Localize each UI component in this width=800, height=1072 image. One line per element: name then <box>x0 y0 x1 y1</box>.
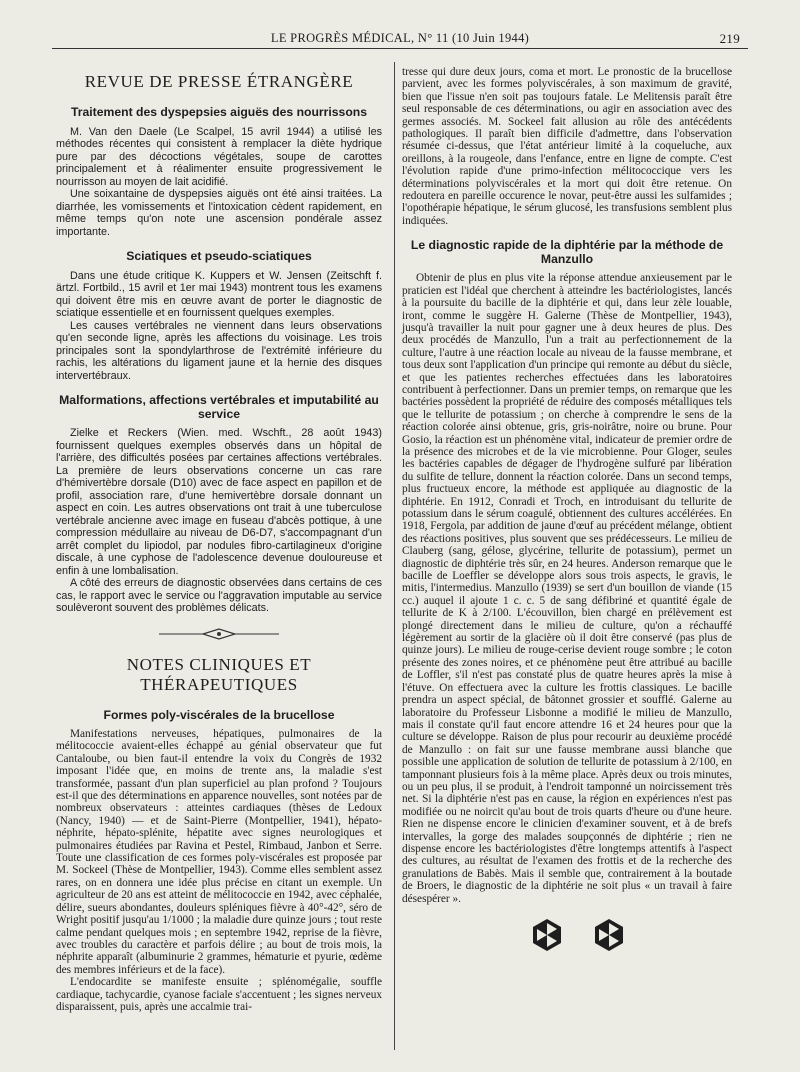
paragraph: Les causes vertébrales ne viennent dans leurs observations qu'en seconde ligne, après les affections du voisinage. Les trois principales sont la spondylarthrose de l'extrémité inférieure du rachis, les altérations du ligament jaune et la hernie des disques intervertébraux. <box>56 319 382 382</box>
article-title-brucellose: Formes poly-viscérales de la brucellose <box>103 707 335 722</box>
paragraph: Zielke et Reckers (Wien. med. Wschft., 28 août 1943) fournissent quelques exemples observés dans un hôpital de l'arrière, des difficultés posées par certaines affections vertébrales. La première de leurs observations concerne un cas rare d'hémivertèbre dorsale (D10) avec de face aspect en papillon et de profil, association rare, d'une hemivertèbre dorsale donnant un aspect en coin. Les autres observations ont trait à une tuberculose vertébrale ancienne avec image en fuseau d'abcès pottique, à une compression médullaire au niveau de D6-D7, s'accompagnant d'un arrêt complet du lipiodol, par nodules fibro-cartilagineux d'origine discale, à une cyphose de l'adolescence devenue douloureuse et enfin à une lombalisation. <box>56 427 382 577</box>
hexagon-publisher-mark-icon <box>530 918 564 952</box>
article-body-diphterie <box>402 272 732 905</box>
publisher-marks <box>530 918 650 954</box>
article-title-diphterie: Le diagnostic rapide de la diphtérie par la méthode de Manzullo <box>410 238 724 266</box>
article-body-brucellose <box>56 728 382 1013</box>
left-column <box>56 66 382 1056</box>
hexagon-publisher-mark-icon <box>592 918 626 952</box>
paragraph: A côté des erreurs de diagnostic observées dans certains de ces cas, le rapport avec le service ou l'aggravation imputable au service soulèveront souvent des problèmes délicats. <box>56 577 382 614</box>
running-header <box>52 27 748 49</box>
paragraph: M. Van den Daele (Le Scalpel, 15 avril 1944) a utilisé les méthodes récentes qui consistent à remplacer la diète hydrique pure par des décoctions végétales, soupe de carottes principalement et à réalimenter ensuite progressivement le nourrisson au moyen de lait acidifié. <box>56 125 382 188</box>
article-body-sciatiques <box>56 270 382 383</box>
rubric-notes-cliniques: NOTES CLINIQUES ET THÉRAPEUTIQUES <box>126 654 312 694</box>
article-body-malformations <box>56 427 382 615</box>
article-title-dyspepsies: Traitement des dyspepsies aiguës des nourrissons <box>71 105 367 119</box>
article-title-malformations: Malformations, affections vertébrales et imputabilité au service <box>59 393 379 421</box>
paragraph: Obtenir de plus en plus vite la réponse attendue anxieusement par le praticien est l'idéal que cherchent à atteindre les bactériologistes, lancés à la poursuite du bacille de la diphtérie et qui, dans leur zèle louable, iront, comme le suggère H. Galerne (Thèse de Montpellier, 1943), jusqu'à travailler la nuit pour gagner une à deux heures de plus. Des deux procédés de Manzullo, l'un a trait au perfectionnement de la culture, l'autre à une réaction locale au niveau de la fausse membrane, et tous deux sont l'application d'un principe qui remonte au début du siècle, et que les patientes recherches effectuées dans les laboratoires contribuent à perfectionner. Dans un premier temps, on remarque que les bactéries possèdent la propriété de réduire des composés métalliques tels que le tellurite de potassium ; on cherche à comprendre le sens de la réaction colorée ainsi obtenue, gris, gris-noirâtre, noire ou brune. Pour Gosio, la réaction est un phénomène vital, indicateur de premier ordre de la présence des microbes et de la vie microbienne. Pour Gloger, seules les bactéries capables de dégager de l'hydrogène sulfuré par libération du sulfite de tellure, donnent la réaction colorée. Dans un second temps, plus fructueux encore, la méthode est appliquée au diagnostic de la diphtérie. En 1912, Conradi et Troch, en introduisant du tellurite de potassium dans le sérum coagulé, obtiennent des cultures accélérées. En 1918, Fergola, par addition de jaune d'œuf au précédent mélange, obtient des réactions positives, plus souvent que ses prédécesseurs. Le milieu de Clauberg (sang, gélose, glycérine, tellurite de potassium), permet un diagnostic de diphtérie très sûr, en 24 heures. Anderson remarque que le bacille de Loeffler se développe alors sous trois aspects, le gravis, le mitis, l'intermedius. Manzullo (1939) se sert d'un bouillon de viande (15 cc.) auquel il ajoute 1 c. c. 5 de sang défibriné et quantité égale de tellurite de K à 2/100. L'écouvillon, bien chargé en prélèvement est plongé directement dans le milieu de culture, qu'on a réchauffé légèrement au sortir de la glacière où il doit être conservé (pas plus de quinze jours). Le milieu de rouge-cerise devient rouge sombre ; le coton présente des zones noires, et ce phénomène peut être attribué au bacille de Loffler, s'il n'est pas constaté plus de quatre heures après la mise à l'étuve. On effectuera avec la culture les frottis classiques. Le bacille prendra un aspect spécial, de bâtonnet grossier et soufflé. Galerne au laboratoire du Professeur Lisbonne a modifié le milieu de Manzullo, mais il constate qu'il faut encore attendre 16 et 24 heures pour que la culture se développe. Raison de plus pour recourir au deuxième procédé de Manzullo : on fait sur une fausse membrane aussi blanche que possible une application de solution de tellurite de potassium à 2/100, en tamponnant plusieurs fois à la même place. Après deux ou trois minutes, ou un peu plus, il se produit, à l'endroit tamponné un noircissement très net. Si la diphtérie n'est pas en cause, la région en expériences n'est pas modifiée ou ne noircit qu'au bout de trois quarts d'heure ou d'une heure. Rien ne dispense encore le clinicien d'examiner souvent, et à de brefs intervalles, la gorge des malades soupçonnés de diphtérie ; rien ne dispense encore les bactériologistes d'être longtemps attentifs à l'aspect des cultures, au résultat de l'examen des frottis et de la recherche des granulations de Babès. Mais il semble que, contrairement à la boutade de Broers, le diagnostic de la diphtérie ne soit plus « un travail à faire désespérer ». <box>402 272 732 905</box>
page-number: 219 <box>719 31 740 46</box>
journal-title: LE PROGRÈS MÉDICAL, N° 11 (10 Juin 1944) <box>270 31 530 45</box>
paragraph: Dans une étude critique K. Kuppers et W. Jensen (Zeitschft f. ärtzl. Fortbild., 15 avril et 1er mai 1943) montrent tous les examens qui doivent être mis en œuvre avant de porter le diagnostic de sciatique essentielle et en fournissent quelques exemples. <box>56 269 382 319</box>
paragraph: L'endocardite se manifeste ensuite ; splénomégalie, souffle cardiaque, tachycardie, cyanose faciale s'accentuent ; les signes nerveux disparaissent, puis, après une accalmie trai- <box>56 976 382 1013</box>
header-rule <box>52 48 748 49</box>
ornament-divider-icon <box>56 627 382 641</box>
paragraph: Manifestations nerveuses, hépatiques, pulmonaires de la mélitococcie avaient-elles échappé au génial observateur que fut Cantaloube, ou bien faut-il entendre la voix du Congrès de 1932 imposant l'idée que, en moins de trente ans, la maladie s'est transformée, passant d'un plan superficiel au plan profond ? Toujours est-il que des déterminations en apparence nouvelles, sont notées par de nombreux observateurs : atteintes cardiaques (thèses de Ledoux (Nancy, 1940) — et de Saint-Pierre (Montpellier, 1941), hépato-néphrite, hépato-splénite, hépatite avec signes neurologiques et pulmonaires étudiées par Ravina et Pestel, Rimbaud, Janbon et Serre. Toute une classification de ces formes poly-viscérales est proposée par M. Sockeel (Thèse de Montpellier, 1943). Comme elles semblent assez rares, on en donnera une idée plus précise en citant un exemple. Un agriculteur de 20 ans est atteint de mélitococcie en 1942, avec céphalée, délire, sueurs abondantes, douleurs spléniques fièvre à 40°-42°, séro de Wright positif jusqu'au 1/1000 ; la maladie dure quinze jours ; tout reste calme pendant quelques mois ; en septembre 1942, reprise de la fièvre, avec troubles du caractère et parfois délire ; au bout de trois mois, la néphrite apparaît (albuminurie 2 grammes, hématurie et pyurie, œdème des membres inférieurs et de la face). <box>56 728 382 976</box>
column-divider <box>394 62 395 1050</box>
rubric-revue-presse: REVUE DE PRESSE ÉTRANGÈRE <box>84 72 354 91</box>
paragraph: tresse qui dure deux jours, coma et mort. Le pronostic de la brucellose parvient, avec les formes polyviscérales, à son maximum de gravité, bien que l'issue n'en soit pas toujours fatale. Le Melitensis paraît être seul responsable de ces déterminations, ou agir en association avec des germes associés. M. Sockeel fait allusion au rôle des antécédents pathologiques. Il paraît bien difficile d'admettre, dans l'observation résumée ci-dessus, que l'état antérieur limité à la coqueluche, aux oreillons, à la rougeole, dans l'enfance, entre en ligne de compte. C'est l'évolution rapide d'une primo-infection mélitococcique vers les déterminations polyviscérales et la mort qui doit être retenue. On redoutera en pareille occurence le novar, peut-être aussi les sulfamides ; l'opothérapie hépatique, le sérum glucosé, les transfusions semblent plus indiquées. <box>402 66 732 227</box>
brucellose-continuation <box>402 66 732 227</box>
right-column <box>402 66 732 905</box>
paragraph: Une soixantaine de dyspepsies aiguës ont été ainsi traitées. La diarrhée, les vomissements et l'intoxication cèdent rapidement, en même temps qu'on note une ascension pondérale assez importante. <box>56 188 382 238</box>
article-body-dyspepsies <box>56 126 382 239</box>
article-title-sciatiques: Sciatiques et pseudo-sciatiques <box>126 249 312 263</box>
